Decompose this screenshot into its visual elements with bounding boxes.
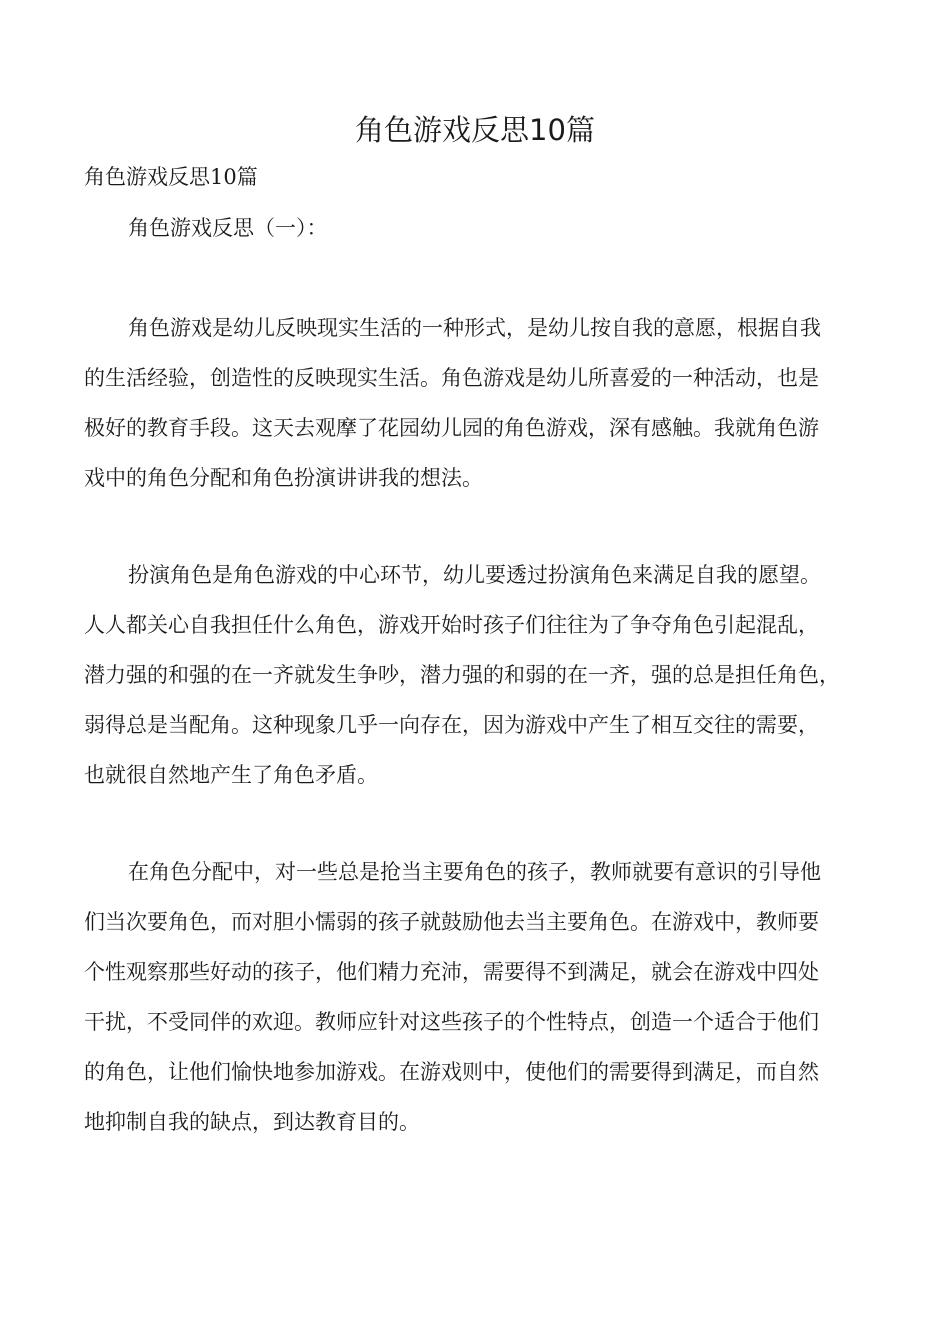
paragraph-3 [84, 857, 884, 1157]
paragraph-line: 人人都关心自我担任什么角色，游戏开始时孩子们往往为了争夺角色引起混乱， [84, 613, 819, 637]
document-subtitle: 角色游戏反思10篇 [84, 165, 258, 189]
paragraph-line: 也就很自然地产生了角色矛盾。 [84, 763, 378, 787]
paragraph-line: 极好的教育手段。这天去观摩了花园幼儿园的角色游戏，深有感触。我就角色游 [84, 416, 819, 440]
paragraph-line: 们当次要角色，而对胆小懦弱的孩子就鼓励他去当主要角色。在游戏中，教师要 [84, 910, 819, 934]
paragraph-line: 在角色分配中，对一些总是抢当主要角色的孩子，教师就要有意识的引导他 [128, 860, 821, 884]
paragraph-1 [84, 313, 884, 513]
paragraph-2 [84, 560, 884, 810]
paragraph-line: 戏中的角色分配和角色扮演讲讲我的想法。 [84, 466, 483, 490]
paragraph-line: 个性观察那些好动的孩子，他们精力充沛，需要得不到满足，就会在游戏中四处 [84, 960, 819, 984]
paragraph-line: 弱得总是当配角。这种现象几乎一向存在，因为游戏中产生了相互交往的需要， [84, 713, 819, 737]
section-heading: 角色游戏反思（一）： [128, 216, 328, 240]
paragraph-line: 干扰，不受同伴的欢迎。教师应针对这些孩子的个性特点，创造一个适合于他们 [84, 1010, 819, 1034]
paragraph-line: 的角色，让他们愉快地参加游戏。在游戏则中，使他们的需要得到满足，而自然 [84, 1060, 819, 1084]
paragraph-line: 的生活经验，创造性的反映现实生活。角色游戏是幼儿所喜爱的一种活动，也是 [84, 366, 819, 390]
document-title: 角色游戏反思10篇 [355, 113, 595, 147]
paragraph-line: 地抑制自我的缺点，到达教育目的。 [84, 1110, 420, 1134]
paragraph-line: 角色游戏是幼儿反映现实生活的一种形式，是幼儿按自我的意愿，根据自我 [128, 316, 821, 340]
paragraph-line: 潜力强的和强的在一齐就发生争吵，潜力强的和弱的在一齐，强的总是担任角色， [84, 663, 840, 687]
paragraph-line: 扮演角色是角色游戏的中心环节，幼儿要透过扮演角色来满足自我的愿望。 [128, 563, 821, 587]
